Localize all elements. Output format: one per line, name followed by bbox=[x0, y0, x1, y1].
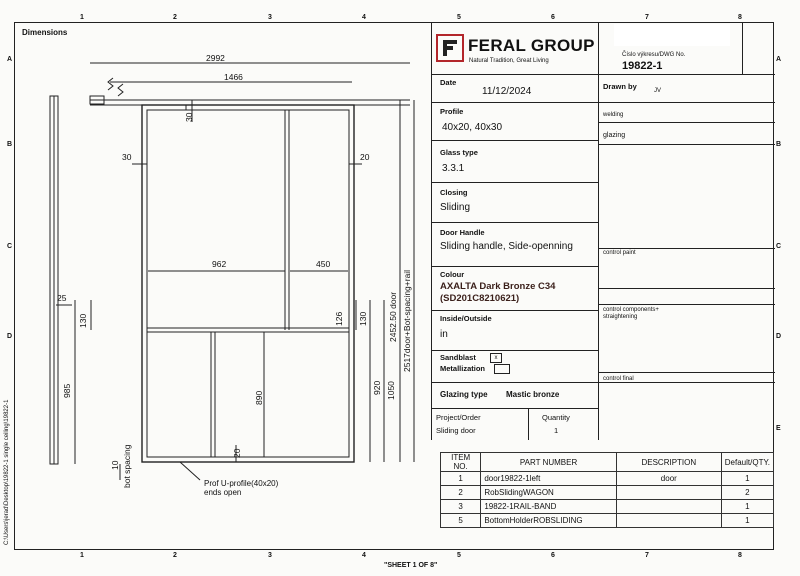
bom-part: BottomHolderROBSLIDING bbox=[481, 514, 617, 528]
zone-right-b: B bbox=[776, 141, 782, 148]
dim-130-left: 130 bbox=[78, 313, 88, 328]
dim-25: 25 bbox=[57, 293, 67, 303]
dim-962: 962 bbox=[212, 259, 227, 269]
zone-right-c: C bbox=[776, 243, 782, 250]
bom-desc bbox=[616, 514, 721, 528]
bom-qty: 1 bbox=[721, 514, 773, 528]
glazing-type-label: Glazing type bbox=[440, 390, 488, 399]
project-label: Project/Order bbox=[436, 413, 481, 422]
dim-20-right: 20 bbox=[360, 152, 370, 162]
zone-right-a: A bbox=[776, 56, 782, 63]
bom-item: 2 bbox=[441, 486, 481, 500]
zone-top-5: 5 bbox=[457, 14, 461, 21]
zone-bottom-4: 4 bbox=[362, 552, 366, 559]
dim-2517: 2517door+Bot-spacing+rail bbox=[402, 269, 412, 372]
dim-2992: 2992 bbox=[206, 53, 225, 63]
bom-desc bbox=[616, 486, 721, 500]
company-name: FERAL GROUP bbox=[468, 36, 595, 55]
zone-top-4: 4 bbox=[362, 14, 366, 21]
title-block bbox=[431, 22, 774, 440]
zone-bottom-3: 3 bbox=[268, 552, 272, 559]
bom-item: 1 bbox=[441, 472, 481, 486]
inside-outside-label: Inside/Outside bbox=[440, 314, 492, 323]
zone-top-7: 7 bbox=[645, 14, 649, 21]
glass-type-value: 3.3.1 bbox=[442, 163, 465, 174]
metallization-label: Metallization bbox=[440, 364, 486, 373]
door-handle-label: Door Handle bbox=[440, 228, 485, 237]
bom-table bbox=[440, 452, 774, 528]
bom-part: RobSlidingWAGON bbox=[481, 486, 617, 500]
dim-20-bottom: 20 bbox=[232, 448, 242, 458]
zone-left-d: D bbox=[7, 333, 13, 340]
zone-top-2: 2 bbox=[173, 14, 177, 21]
dwg-no-label: Číslo výkresu/DWG No. bbox=[622, 52, 686, 58]
zone-left-c: C bbox=[7, 243, 13, 250]
drawn-by-label: Drawn by bbox=[603, 82, 637, 91]
zone-left-b: B bbox=[7, 141, 13, 148]
company-tagline: Natural Tradition, Great Living bbox=[469, 58, 549, 64]
dimensions-title: Dimensions bbox=[22, 28, 68, 37]
bom-header-item: ITEM NO. bbox=[441, 453, 481, 472]
dwg-no-value: 19822-1 bbox=[622, 60, 663, 72]
bom-desc bbox=[616, 500, 721, 514]
dim-130-right: 130 bbox=[358, 311, 368, 326]
dim-30-left: 30 bbox=[122, 152, 132, 162]
control-final-label: control final bbox=[603, 376, 634, 382]
profile-note-2: ends open bbox=[204, 488, 242, 497]
drawn-by-value: JV bbox=[654, 88, 662, 94]
date-label: Date bbox=[440, 78, 457, 87]
zone-top-3: 3 bbox=[268, 14, 272, 21]
zone-top-8: 8 bbox=[738, 14, 742, 21]
redacted-box bbox=[614, 24, 730, 46]
dim-2452: 2452.50 door bbox=[388, 291, 398, 342]
project-value: Sliding door bbox=[436, 426, 476, 435]
bom-qty: 1 bbox=[721, 500, 773, 514]
closing-value: Sliding bbox=[440, 202, 471, 213]
file-path: C:\Users\jerad\Desktop\19822-1 single ceiling\19822-1 bbox=[4, 399, 10, 545]
dim-1466: 1466 bbox=[224, 72, 243, 82]
zone-right-e: E bbox=[776, 425, 781, 432]
zone-right-d: D bbox=[776, 333, 782, 340]
door-handle-value: Sliding handle, Side-openning bbox=[440, 241, 573, 252]
table-row bbox=[441, 486, 774, 500]
zone-bottom-8: 8 bbox=[738, 552, 742, 559]
quantity-value: 1 bbox=[554, 426, 559, 435]
zone-left-a: A bbox=[7, 56, 13, 63]
bom-header-desc: DESCRIPTION bbox=[616, 453, 721, 472]
zone-bottom-5: 5 bbox=[457, 552, 461, 559]
date-value: 11/12/2024 bbox=[482, 86, 532, 97]
quantity-label: Quantity bbox=[542, 413, 570, 422]
profile-label: Profile bbox=[440, 107, 464, 116]
bom-qty: 2 bbox=[721, 486, 773, 500]
feral-logo-icon bbox=[436, 34, 464, 62]
table-row bbox=[441, 500, 774, 514]
dim-920: 920 bbox=[372, 380, 382, 395]
metallization-checkbox bbox=[494, 364, 510, 374]
table-row bbox=[441, 514, 774, 528]
zone-bottom-6: 6 bbox=[551, 552, 555, 559]
colour-value: AXALTA Dark Bronze C34 (SD201C8210621) bbox=[440, 281, 556, 304]
zone-bottom-2: 2 bbox=[173, 552, 177, 559]
bom-header-qty: Default/QTY. bbox=[721, 453, 773, 472]
colour-label: Colour bbox=[440, 270, 465, 279]
control-components-label: control components+ straightening bbox=[603, 307, 659, 320]
welding-label: welding bbox=[603, 112, 624, 118]
dim-126: 126 bbox=[334, 311, 344, 326]
dim-30-top: 30 bbox=[184, 112, 194, 122]
bom-part: door19822-1left bbox=[481, 472, 617, 486]
profile-value: 40x20, 40x30 bbox=[442, 122, 503, 133]
dim-985: 985 bbox=[62, 383, 72, 398]
glass-type-label: Glass type bbox=[440, 148, 478, 157]
bom-header-row bbox=[441, 453, 774, 472]
table-row bbox=[441, 472, 774, 486]
dim-1050: 1050 bbox=[386, 381, 396, 400]
sandblast-label: Sandblast bbox=[440, 353, 476, 362]
glazing-label: glazing bbox=[603, 132, 626, 139]
zone-top-6: 6 bbox=[551, 14, 555, 21]
inside-outside-value: in bbox=[440, 329, 448, 340]
dim-10: 10 bbox=[110, 460, 120, 470]
control-paint-label: control paint bbox=[603, 250, 636, 256]
bom-item: 3 bbox=[441, 500, 481, 514]
profile-note: Prof U-profile(40x20) bbox=[204, 479, 279, 488]
bom-header-part: PART NUMBER bbox=[481, 453, 617, 472]
sandblast-checkbox: x bbox=[490, 353, 502, 363]
zone-bottom-7: 7 bbox=[645, 552, 649, 559]
glazing-type-value: Mastic bronze bbox=[506, 390, 560, 399]
zone-top-1: 1 bbox=[80, 14, 84, 21]
bot-spacing-label: bot spacing bbox=[122, 444, 132, 488]
bom-part: 19822-1RAIL-BAND bbox=[481, 500, 617, 514]
bom-item: 5 bbox=[441, 514, 481, 528]
closing-label: Closing bbox=[440, 188, 468, 197]
dim-890: 890 bbox=[254, 390, 264, 405]
dim-450: 450 bbox=[316, 259, 331, 269]
sheet-label: "SHEET 1 OF 8" bbox=[384, 562, 438, 569]
bom-qty: 1 bbox=[721, 472, 773, 486]
bom-desc: door bbox=[616, 472, 721, 486]
zone-bottom-1: 1 bbox=[80, 552, 84, 559]
